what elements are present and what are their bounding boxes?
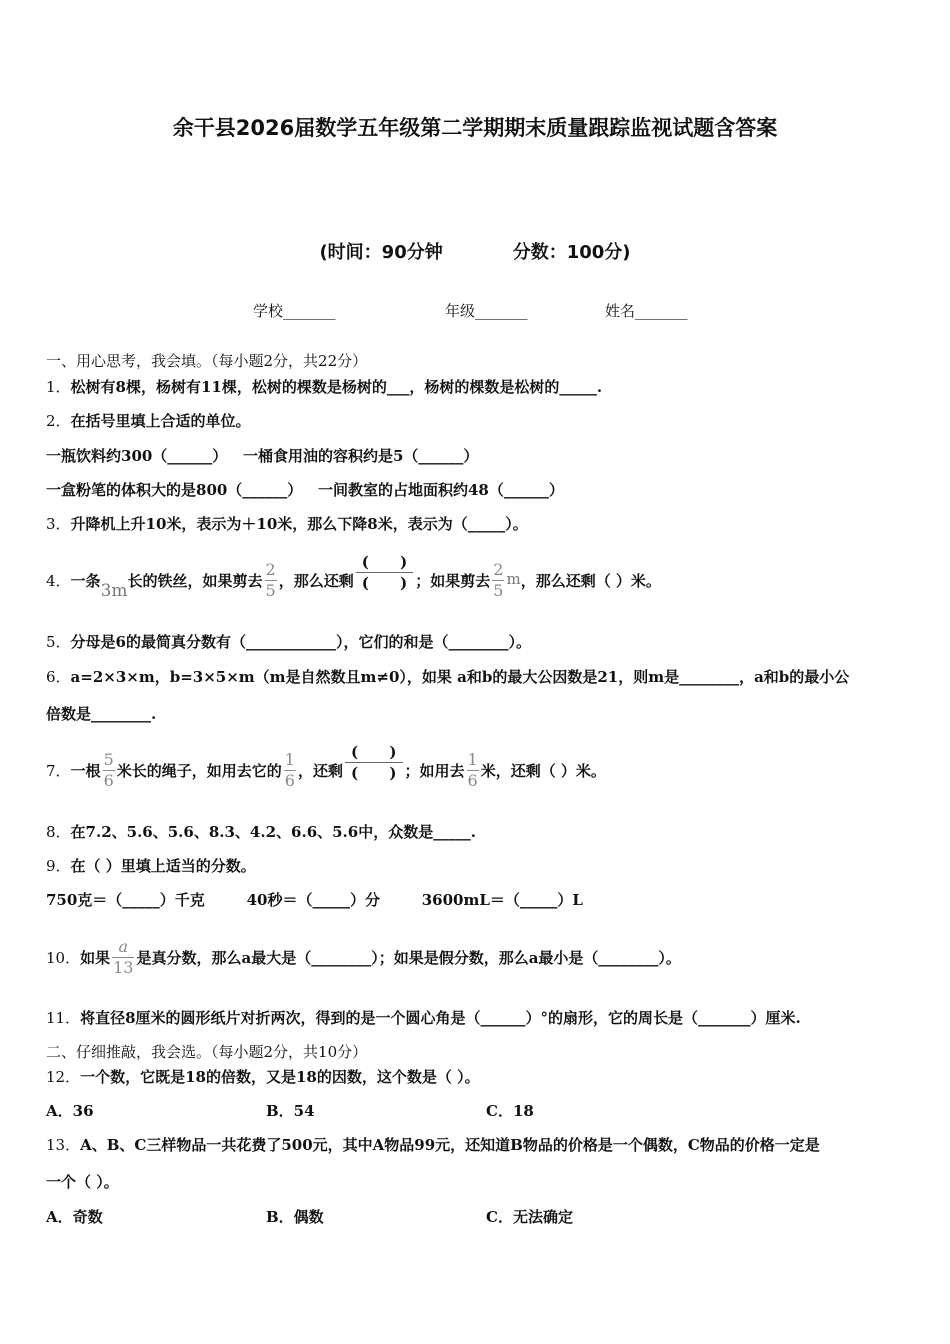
q13-continuation: 一个（ ）。 — [46, 1173, 119, 1191]
q8-text: 在7.2、5.6、5.6、8.3、4.2、6.6、5.6中，众数是_____. — [70, 823, 476, 841]
q8-number: 8． — [46, 823, 71, 841]
question-7 — [46, 733, 606, 808]
name-field: 姓名_______ — [605, 302, 688, 320]
school-field: 学校_______ — [253, 302, 336, 320]
exam-meta — [0, 238, 950, 264]
question-4 — [46, 543, 661, 618]
question-6 — [46, 666, 849, 687]
q7-f1-num: 5 — [103, 750, 114, 769]
q4-length: 3m — [100, 580, 128, 601]
q4-unit: m — [506, 569, 521, 588]
q2-line-1: 一瓶饮料约300（______） 一桶食用油的容积约是5（______） — [46, 447, 479, 465]
q1-text: 松树有8棵，杨树有11棵，松树的棵数是杨树的___，杨树的棵数是松树的_____. — [70, 378, 603, 396]
q7-text-d: ；如用去 — [404, 762, 465, 780]
q12-options — [46, 1100, 706, 1121]
q4-text-b: 长的铁丝，如果剪去 — [127, 572, 263, 590]
q7-text-c: ，还剩 — [297, 762, 343, 780]
q13-option-b[interactable]: B．偶数 — [266, 1208, 324, 1226]
q13-number: 13． — [46, 1136, 81, 1154]
q4-f2-den: 5 — [493, 581, 504, 600]
q7-f2-den: 6 — [284, 771, 295, 790]
q5-text: 分母是6的最简真分数有（____________），它们的和是（________）。 — [70, 633, 531, 651]
q7-text-a: 一根 — [70, 762, 101, 780]
q4-f1-num: 2 — [265, 560, 276, 579]
q7-f3-num: 1 — [467, 750, 478, 769]
q7-fraction-3 — [467, 750, 479, 791]
q4-answer-den: ( ) — [361, 574, 408, 592]
question-13 — [46, 1134, 820, 1155]
q4-fraction-2 — [492, 560, 504, 601]
q10-number: 10． — [46, 948, 81, 967]
q6-number: 6． — [46, 668, 71, 686]
q4-text-d: ；如果剪去 — [415, 572, 491, 590]
q7-f1-den: 6 — [103, 771, 114, 790]
q11-text: 将直径8厘米的圆形纸片对折两次，得到的是一个圆心角是（______）°的扇形，它的周长是（_______）厘米. — [80, 1009, 801, 1027]
question-11 — [46, 1007, 801, 1028]
question-2 — [46, 410, 251, 431]
q7-text-b: 米长的绳子，如用去它的 — [116, 762, 282, 780]
section2-heading: 二、仔细推敲，我会选。（每小题2分，共10分） — [46, 1043, 368, 1061]
q7-fraction-1 — [103, 750, 115, 791]
q4-text-e: ，那么还剩（ ）米。 — [520, 572, 661, 590]
q4-f1-den: 5 — [265, 581, 276, 600]
q3-text: 升降机上升10米，表示为＋10米，那么下降8米，表示为（_____）。 — [70, 515, 528, 533]
q12-option-b[interactable]: B．54 — [266, 1102, 315, 1120]
q1-number: 1． — [46, 378, 71, 396]
question-9 — [46, 855, 256, 876]
q7-answer-den: ( ) — [350, 764, 397, 782]
q9-text: 在（ ）里填上适当的分数。 — [70, 857, 256, 875]
q5-number: 5． — [46, 633, 71, 651]
q7-f3-den: 6 — [467, 771, 478, 790]
q13-option-a[interactable]: A．奇数 — [46, 1208, 103, 1226]
q3-number: 3． — [46, 515, 71, 533]
q12-number: 12． — [46, 1068, 81, 1086]
q13-option-c[interactable]: C．无法确定 — [486, 1208, 573, 1226]
question-8 — [46, 821, 476, 842]
q4-text-a: 一条 — [70, 572, 101, 590]
q6-continuation: 倍数是________. — [46, 705, 157, 723]
q10-text-a: 如果 — [80, 948, 111, 967]
exam-score: 分数：100分) — [512, 242, 631, 263]
q9-line-1: 750克＝（_____）千克 40秒＝（_____）分 3600mL＝（_____）L — [46, 891, 583, 909]
q10-text-b: 是真分数，那么a最大是（________）；如果是假分数，那么a最小是（________）。 — [136, 948, 681, 967]
grade-field: 年级_______ — [445, 302, 528, 320]
question-1 — [46, 376, 602, 397]
q7-fraction-2 — [284, 750, 296, 791]
q7-number: 7． — [46, 762, 71, 780]
q4-answer-fraction — [356, 552, 414, 593]
q4-answer-num: ( ) — [356, 552, 414, 573]
q13-options — [46, 1206, 706, 1227]
q2-text: 在括号里填上合适的单位。 — [70, 412, 251, 430]
question-5 — [46, 631, 531, 652]
section1-heading: 一、用心思考，我会填。（每小题2分，共22分） — [46, 352, 368, 370]
question-3 — [46, 513, 528, 534]
q12-text: 一个数，它既是18的倍数，又是18的因数，这个数是（ ）。 — [80, 1068, 480, 1086]
exam-time: (时间：90分钟 — [319, 242, 443, 263]
q10-f-den: 13 — [113, 957, 134, 977]
q4-f2-num: 2 — [493, 560, 504, 579]
q6-text: a=2×3×m，b=3×5×m（m是自然数且m≠0），如果 a和b的最大公因数是21，则m是________，a和b的最小公 — [70, 668, 850, 686]
q2-line-2: 一盒粉笔的体积大的是800（______） 一间教室的占地面积约48（______） — [46, 481, 564, 499]
q7-answer-fraction — [345, 742, 403, 783]
question-10 — [46, 922, 681, 992]
q9-number: 9． — [46, 857, 71, 875]
question-12 — [46, 1066, 480, 1087]
q13-text: A、B、C三样物品一共花费了500元，其中A物品99元，还知道B物品的价格是一个偶数，C物品的价格一定是 — [80, 1136, 820, 1154]
q4-text-c: ，那么还剩 — [278, 572, 354, 590]
q10-f-num: a — [112, 937, 134, 958]
q7-answer-num: ( ) — [345, 742, 403, 763]
q10-fraction — [112, 937, 134, 978]
q12-option-c[interactable]: C．18 — [486, 1102, 534, 1120]
q12-option-a[interactable]: A．36 — [46, 1102, 94, 1120]
document-title: 余干县2026届数学五年级第二学期期末质量跟踪监视试题含答案 — [172, 116, 778, 140]
q7-text-e: 米，还剩（ ）米。 — [480, 762, 606, 780]
q11-number: 11． — [46, 1009, 81, 1027]
q4-number: 4． — [46, 572, 71, 590]
q7-f2-num: 1 — [284, 750, 295, 769]
q4-fraction-1 — [265, 560, 277, 601]
q2-number: 2． — [46, 412, 71, 430]
